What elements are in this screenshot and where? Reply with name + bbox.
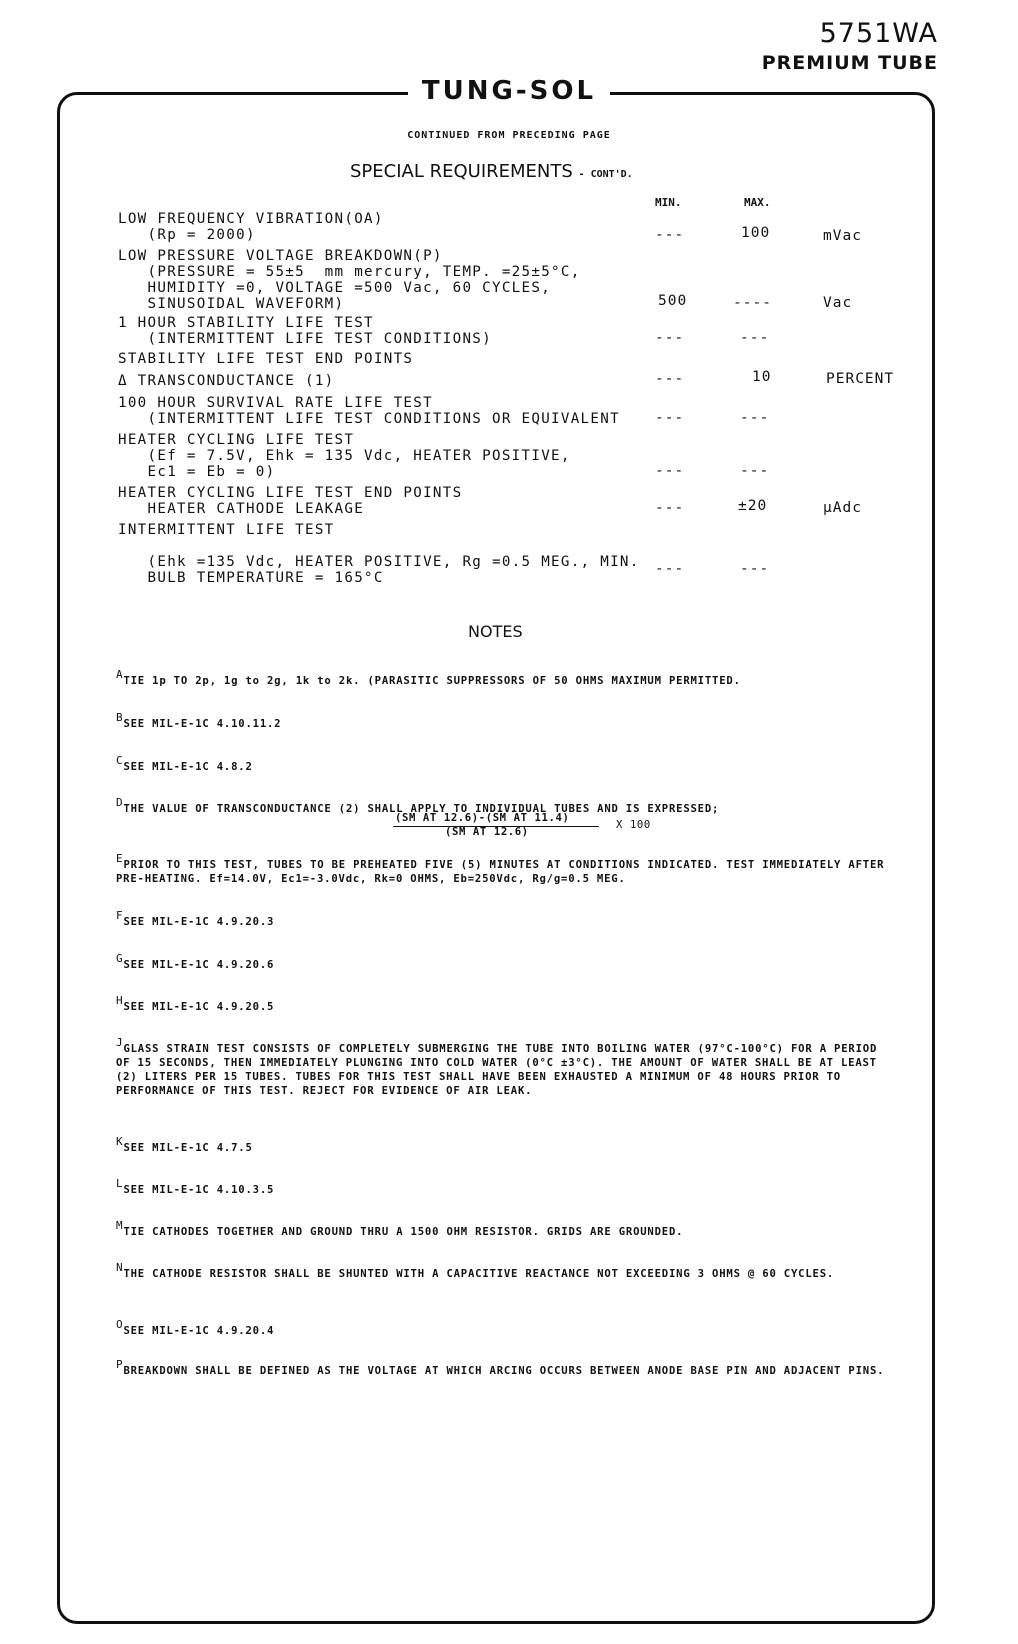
spec-label: LOW PRESSURE VOLTAGE BREAKDOWN(P) (PRESSURE = 55±5 mm mercury, TEMP. =25±5°C, HUMIDITY =0, VOLTAGE =500 Vac, 60 CYCLES, SINUSOIDAL WAVEFORM) bbox=[118, 248, 581, 312]
brand-logo-text: TUNG-SOL bbox=[408, 76, 610, 106]
note-text: THE CATHODE RESISTOR SHALL BE SHUNTED WITH A CAPACITIVE REACTANCE NOT EXCEEDING 3 OHMS @ 60 CYCLES. bbox=[123, 1268, 835, 1280]
spec-min: --- bbox=[655, 330, 685, 346]
note-key: J bbox=[116, 1036, 124, 1049]
spec-min: --- bbox=[655, 463, 685, 479]
spec-min: 500 bbox=[658, 293, 688, 309]
spec-min: --- bbox=[655, 371, 685, 387]
spec-unit: μAdc bbox=[823, 500, 862, 516]
note-key: A bbox=[116, 668, 124, 681]
note-key: C bbox=[116, 754, 124, 767]
note-item bbox=[116, 1261, 891, 1281]
note-key: K bbox=[116, 1135, 124, 1148]
note-text: THE VALUE OF TRANSCONDUCTANCE (2) SHALL APPLY TO INDIVIDUAL TUBES AND IS EXPRESSED; bbox=[123, 803, 720, 815]
formula-denominator: (SM AT 12.6) bbox=[445, 826, 529, 838]
note-text: SEE MIL-E-1C 4.8.2 bbox=[123, 761, 253, 773]
column-header-max: MAX. bbox=[744, 196, 771, 209]
note-text: GLASS STRAIN TEST CONSISTS OF COMPLETELY SUBMERGING THE TUBE INTO BOILING WATER (97°C-100°C) FOR A PERIOD OF 15 SECONDS, THEN IMMEDIATELY PLUNGING INTO COLD WATER (0°C ±3°C). THE AMOUNT OF WATER SHALL BE AT LEAST (2) LITERS PER 15 TUBES. TUBES FOR THIS TEST SHALL HAVE BEEN EXHAUSTED A MINIMUM OF 48 HOURS PRIOR TO PERFORMANCE OF THIS TEST. REJECT FOR EVIDENCE OF AIR LEAK. bbox=[116, 1043, 878, 1097]
note-key: G bbox=[116, 952, 124, 965]
spec-max: ---- bbox=[733, 295, 772, 311]
section-title-text: SPECIAL REQUIREMENTS bbox=[350, 161, 573, 182]
column-header-min: MIN. bbox=[655, 196, 682, 209]
spec-min: --- bbox=[655, 410, 685, 426]
note-item bbox=[116, 1177, 891, 1197]
note-item bbox=[116, 754, 891, 774]
spec-label: LOW FREQUENCY VIBRATION(OA) (Rp = 2000) bbox=[118, 211, 384, 243]
note-key: H bbox=[116, 994, 124, 1007]
note-text: SEE MIL-E-1C 4.9.20.5 bbox=[123, 1001, 275, 1013]
continued-note: CONTINUED FROM PRECEDING PAGE bbox=[407, 130, 611, 141]
spec-label: INTERMITTENT LIFE TEST (Ehk =135 Vdc, HEATER POSITIVE, Rg =0.5 MEG., MIN. BULB TEMPERATURE = 165°C bbox=[118, 522, 640, 586]
note-item bbox=[116, 1358, 891, 1378]
spec-unit: mVac bbox=[823, 228, 862, 244]
section-title-suffix: - CONT'D. bbox=[578, 169, 633, 180]
note-item bbox=[116, 1135, 891, 1155]
spec-max: --- bbox=[740, 410, 770, 426]
note-text: SEE MIL-E-1C 4.7.5 bbox=[123, 1142, 253, 1154]
spec-label: Δ TRANSCONDUCTANCE (1) bbox=[118, 373, 335, 389]
note-item bbox=[116, 1036, 891, 1098]
spec-min: --- bbox=[655, 561, 685, 577]
note-text: SEE MIL-E-1C 4.9.20.6 bbox=[123, 959, 275, 971]
spec-min: --- bbox=[655, 227, 685, 243]
note-key: E bbox=[116, 852, 124, 865]
note-key: N bbox=[116, 1261, 124, 1274]
part-number: 5751WA bbox=[819, 18, 938, 49]
section-title bbox=[350, 161, 633, 182]
note-item bbox=[116, 994, 891, 1014]
note-item bbox=[116, 952, 891, 972]
note-key: O bbox=[116, 1318, 124, 1331]
notes-title: NOTES bbox=[468, 622, 523, 641]
spec-max: ±20 bbox=[738, 498, 768, 514]
note-key: M bbox=[116, 1219, 124, 1232]
note-key: L bbox=[116, 1177, 124, 1190]
note-key: P bbox=[116, 1358, 124, 1371]
spec-max: --- bbox=[740, 561, 770, 577]
spec-unit: Vac bbox=[823, 295, 853, 311]
spec-label: 100 HOUR SURVIVAL RATE LIFE TEST (INTERMITTENT LIFE TEST CONDITIONS OR EQUIVALENT bbox=[118, 395, 620, 427]
formula-numerator: (SM AT 12.6)-(SM AT 11.4) bbox=[395, 812, 570, 824]
note-text: PRIOR TO THIS TEST, TUBES TO BE PREHEATED FIVE (5) MINUTES AT CONDITIONS INDICATED. TEST IMMEDIATELY AFTER PRE-HEATING. Ef=14.0V, Ec1=-3.0Vdc, Rk=0 OHMS, Eb=250Vdc, Rg/g=0.5 MEG. bbox=[116, 859, 885, 885]
note-key: D bbox=[116, 796, 124, 809]
note-text: TIE 1p TO 2p, 1g to 2g, 1k to 2k. (PARASITIC SUPPRESSORS OF 50 OHMS MAXIMUM PERMITTED. bbox=[123, 675, 741, 687]
document-subtitle: PREMIUM TUBE bbox=[761, 52, 938, 74]
note-item bbox=[116, 668, 891, 688]
spec-label: STABILITY LIFE TEST END POINTS bbox=[118, 351, 414, 367]
note-text: SEE MIL-E-1C 4.10.3.5 bbox=[123, 1184, 275, 1196]
note-key: B bbox=[116, 711, 124, 724]
spec-label: HEATER CYCLING LIFE TEST (Ef = 7.5V, Ehk = 135 Vdc, HEATER POSITIVE, Ec1 = Eb = 0) bbox=[118, 432, 571, 480]
note-key: F bbox=[116, 909, 124, 922]
note-text: SEE MIL-E-1C 4.9.20.4 bbox=[123, 1325, 275, 1337]
note-text: SEE MIL-E-1C 4.10.11.2 bbox=[123, 718, 282, 730]
note-item bbox=[116, 852, 891, 886]
note-text: TIE CATHODES TOGETHER AND GROUND THRU A 1500 OHM RESISTOR. GRIDS ARE GROUNDED. bbox=[123, 1226, 684, 1238]
note-item bbox=[116, 1318, 891, 1338]
spec-label: HEATER CYCLING LIFE TEST END POINTS HEATER CATHODE LEAKAGE bbox=[118, 485, 463, 517]
note-text: BREAKDOWN SHALL BE DEFINED AS THE VOLTAGE AT WHICH ARCING OCCURS BETWEEN ANODE BASE PIN AND ADJACENT PINS. bbox=[123, 1365, 885, 1377]
spec-max: 10 bbox=[752, 369, 772, 385]
note-item bbox=[116, 1219, 891, 1239]
note-item bbox=[116, 711, 891, 731]
spec-max: 100 bbox=[741, 225, 771, 241]
spec-unit: PERCENT bbox=[826, 371, 895, 387]
spec-min: --- bbox=[655, 500, 685, 516]
spec-label: 1 HOUR STABILITY LIFE TEST (INTERMITTENT LIFE TEST CONDITIONS) bbox=[118, 315, 492, 347]
formula-factor: X 100 bbox=[616, 819, 651, 831]
spec-max: --- bbox=[740, 463, 770, 479]
spec-max: --- bbox=[740, 330, 770, 346]
note-item bbox=[116, 909, 891, 929]
note-text: SEE MIL-E-1C 4.9.20.3 bbox=[123, 916, 275, 928]
